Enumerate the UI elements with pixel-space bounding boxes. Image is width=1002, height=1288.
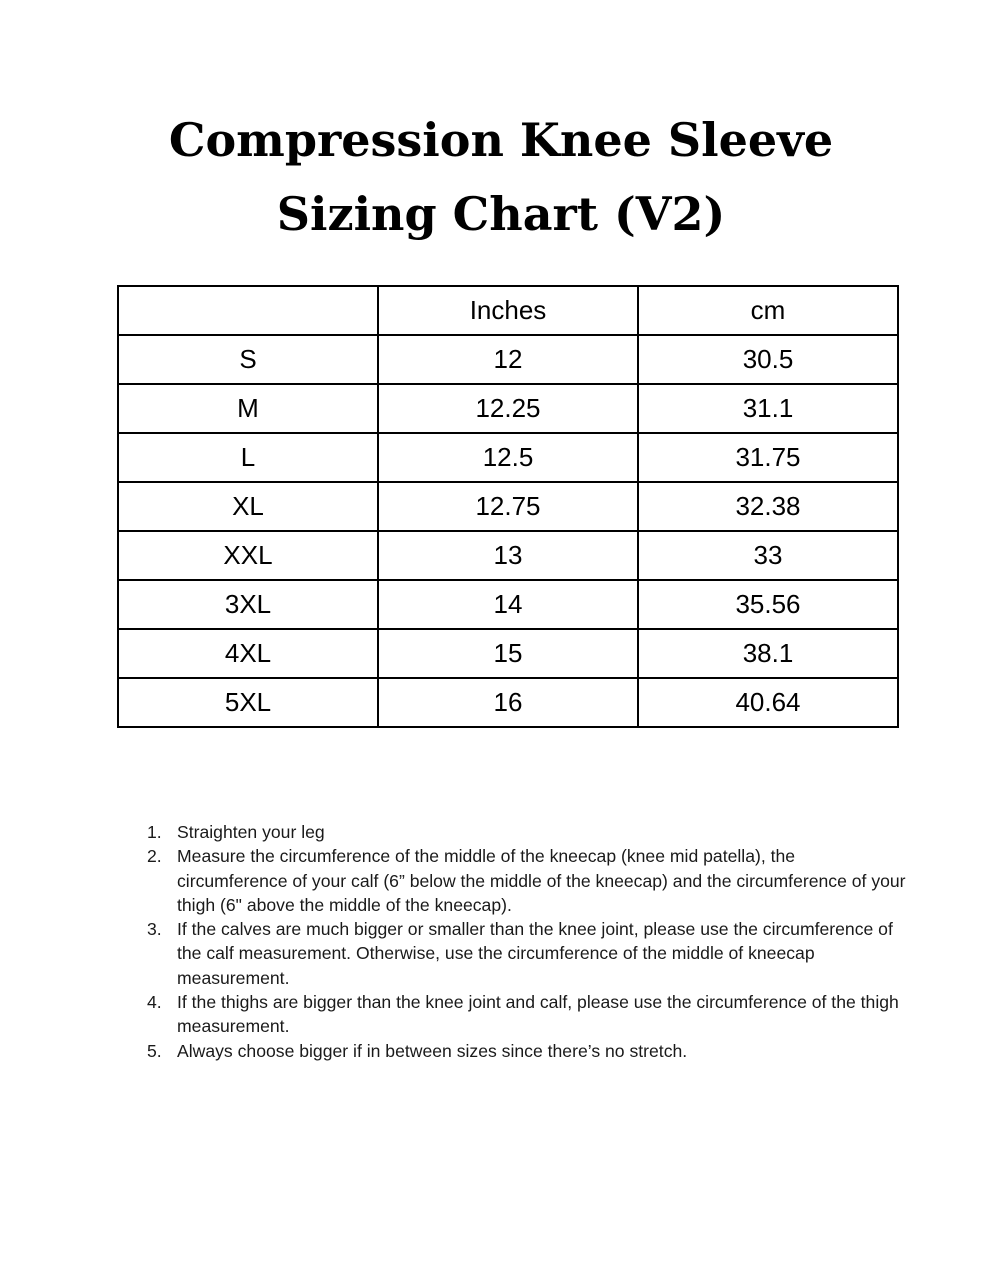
size-cell: 3XL	[118, 580, 378, 629]
table-row	[118, 433, 898, 482]
table-row	[118, 531, 898, 580]
table-row	[118, 384, 898, 433]
inches-cell: 16	[378, 678, 638, 727]
table-header-row	[118, 286, 898, 335]
list-number: 4.	[147, 992, 162, 1013]
list-item	[147, 990, 907, 1039]
inches-cell: 12.25	[378, 384, 638, 433]
size-cell: 4XL	[118, 629, 378, 678]
cm-cell: 30.5	[638, 335, 898, 384]
table-row	[118, 482, 898, 531]
list-text: If the calves are much bigger or smaller than the knee joint, please use the circumference of the calf measurement. Otherwise, use the circumference of the middle of kneecap measurement.	[177, 919, 893, 988]
cm-cell: 35.56	[638, 580, 898, 629]
table-row	[118, 580, 898, 629]
inches-cell: 12.75	[378, 482, 638, 531]
list-text: Measure the circumference of the middle of the kneecap (knee mid patella), the circumference of your calf (6” below the middle of the kneecap) and the circumference of your thigh (6" above the middle of the kneecap).	[177, 846, 906, 915]
size-cell: M	[118, 384, 378, 433]
page-title	[0, 103, 1002, 251]
table-row	[118, 629, 898, 678]
list-number: 2.	[147, 846, 162, 867]
cm-cell: 31.1	[638, 384, 898, 433]
title-line-1: Compression Knee Sleeve	[168, 113, 834, 167]
inches-cell: 12	[378, 335, 638, 384]
inches-cell: 15	[378, 629, 638, 678]
list-text: Straighten your leg	[177, 822, 325, 842]
list-text: Always choose bigger if in between sizes since there’s no stretch.	[177, 1040, 688, 1061]
cm-cell: 40.64	[638, 678, 898, 727]
cm-cell: 38.1	[638, 629, 898, 678]
size-cell: 5XL	[118, 678, 378, 727]
cm-cell: 32.38	[638, 482, 898, 531]
list-item	[147, 820, 907, 844]
list-text: If the thighs are bigger than the knee joint and calf, please use the circumference of the thigh measurement.	[177, 992, 899, 1037]
size-cell: L	[118, 433, 378, 482]
inches-cell: 12.5	[378, 433, 638, 482]
list-number: 5.	[147, 1040, 162, 1061]
title-line-2: Sizing Chart (V2)	[276, 187, 726, 241]
cm-cell: 31.75	[638, 433, 898, 482]
table-row	[118, 678, 898, 727]
size-cell: XL	[118, 482, 378, 531]
inches-cell: 14	[378, 580, 638, 629]
size-cell: XXL	[118, 531, 378, 580]
size-cell: S	[118, 335, 378, 384]
list-number: 3.	[147, 919, 162, 940]
table-row	[118, 335, 898, 384]
measuring-instructions	[147, 820, 907, 1063]
sizing-table	[117, 285, 899, 728]
list-item	[147, 844, 907, 917]
list-number: 1.	[147, 822, 162, 842]
inches-cell: 13	[378, 531, 638, 580]
header-size	[118, 286, 378, 335]
header-cm: cm	[638, 286, 898, 335]
list-item	[147, 917, 907, 990]
cm-cell: 33	[638, 531, 898, 580]
header-inches: Inches	[378, 286, 638, 335]
list-item	[147, 1039, 907, 1063]
